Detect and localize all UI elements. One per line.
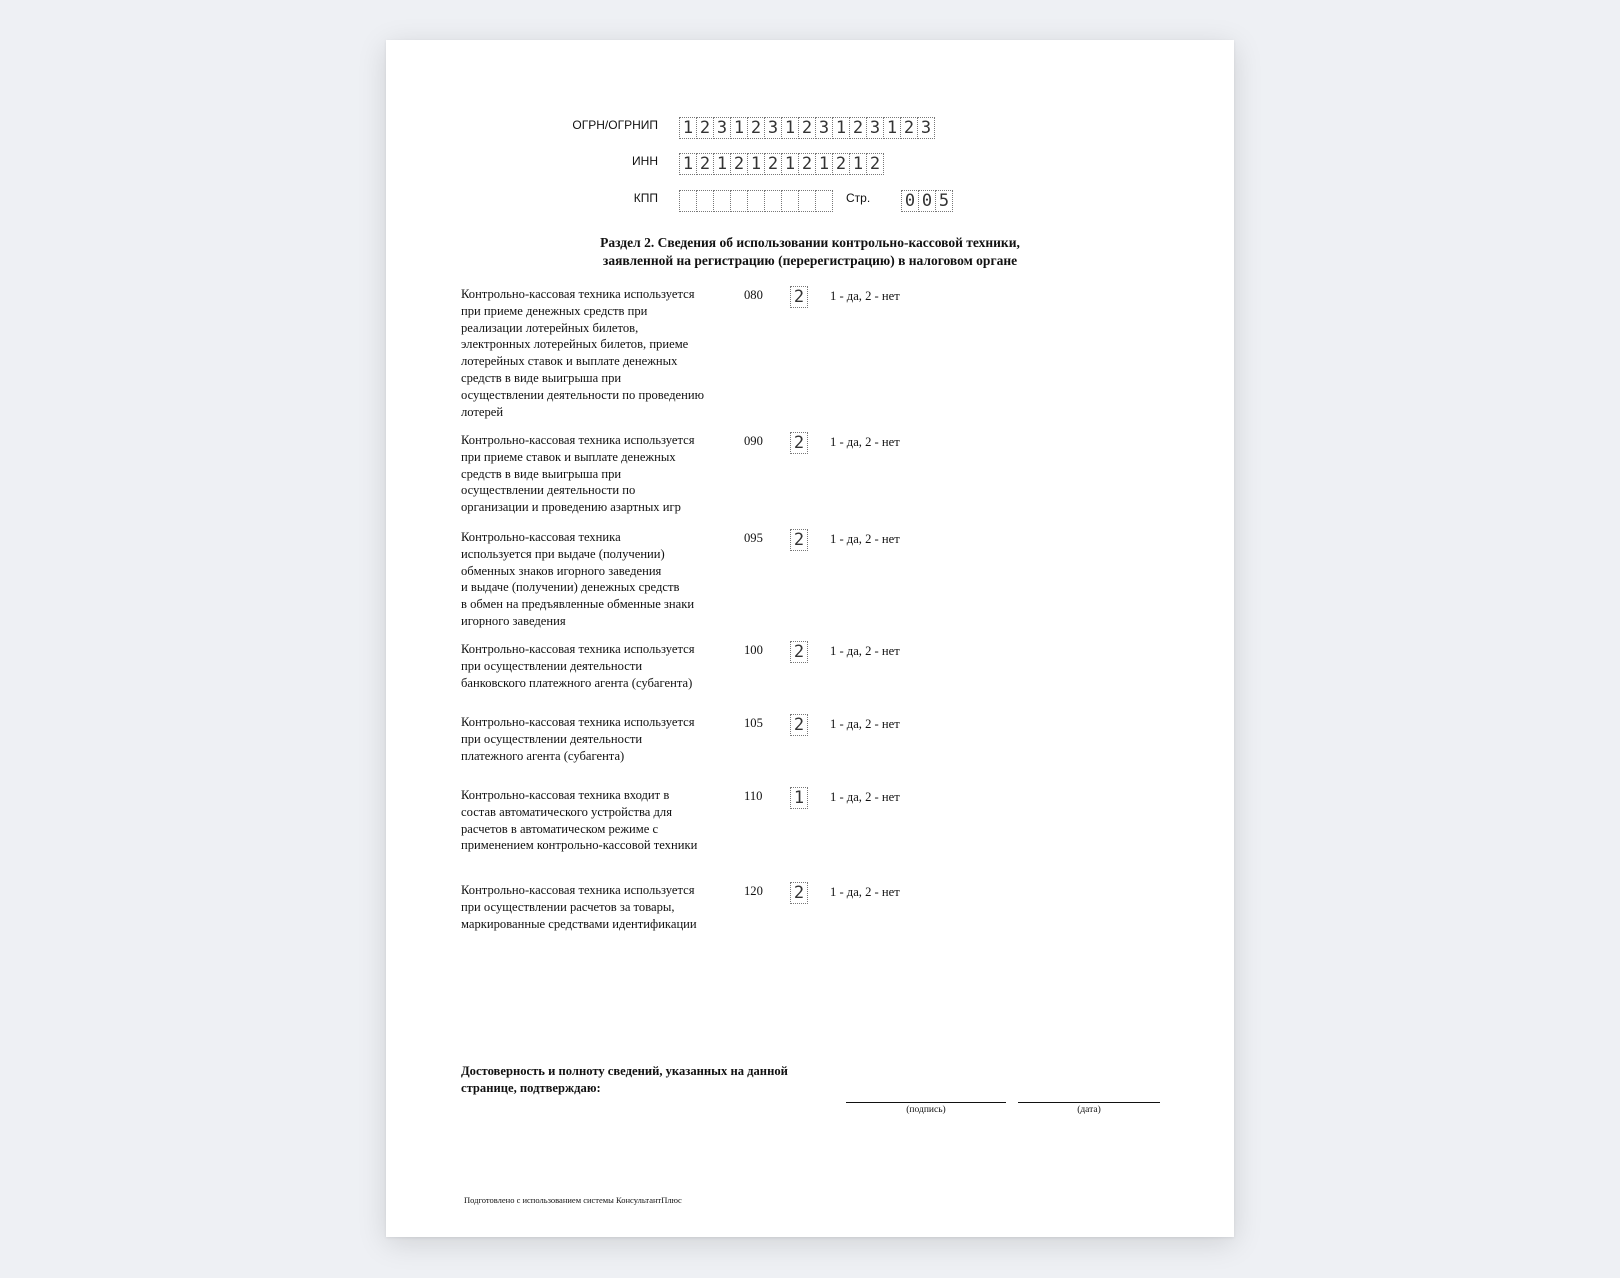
row-090-hint: 1 - да, 2 - нет (830, 435, 900, 449)
digit-cell[interactable]: 0 (901, 190, 919, 212)
digit-cell[interactable]: 2 (798, 117, 816, 139)
row-090-value[interactable] (790, 432, 807, 454)
digit-cell[interactable] (798, 190, 816, 212)
description-line: лотерей (461, 404, 504, 419)
row-095-value[interactable] (790, 529, 807, 551)
digit-cell[interactable]: 2 (790, 882, 808, 904)
digit-cell[interactable]: 2 (900, 117, 918, 139)
digit-cell[interactable]: 2 (730, 153, 748, 175)
document-page (386, 40, 1234, 1237)
row-120-description (461, 882, 721, 932)
digit-cell[interactable]: 2 (764, 153, 782, 175)
digit-cell[interactable]: 2 (849, 117, 867, 139)
digit-cell[interactable] (764, 190, 782, 212)
description-line: игорного заведения (461, 613, 566, 628)
description-line: Контрольно-кассовая техника используется (461, 642, 695, 656)
row-080-hint: 1 - да, 2 - нет (830, 289, 900, 303)
row-095-description (461, 529, 721, 630)
digit-cell[interactable]: 1 (790, 787, 808, 809)
description-line: при осуществлении деятельности (461, 731, 643, 746)
section-title-line2: заявленной на регистрацию (перерегистрацию) в налоговом органе (602, 253, 1018, 268)
inn-cells[interactable] (679, 153, 883, 175)
row-110-code: 110 (744, 789, 763, 803)
digit-cell[interactable]: 5 (935, 190, 953, 212)
row-095-code: 095 (744, 531, 763, 545)
row-120-code: 120 (744, 884, 763, 898)
row-080-value[interactable] (790, 286, 807, 308)
description-line: маркированные средствами идентификации (461, 916, 697, 931)
digit-cell[interactable]: 2 (696, 117, 714, 139)
description-line: Контрольно-кассовая техника используется (461, 883, 695, 897)
digit-cell[interactable]: 2 (798, 153, 816, 175)
digit-cell[interactable]: 1 (781, 153, 799, 175)
digit-cell[interactable] (696, 190, 714, 212)
description-line: в обмен на предъявленные обменные знаки (461, 597, 695, 612)
ogrn-cells[interactable] (679, 117, 934, 139)
description-line: при осуществлении расчетов за товары, (461, 899, 675, 914)
description-line: Контрольно-кассовая техника используется (461, 287, 695, 301)
kpp-label: КПП (633, 191, 658, 205)
date-line[interactable] (1018, 1102, 1160, 1103)
row-110-description (461, 787, 721, 854)
description-line: обменных знаков игорного заведения (461, 563, 662, 578)
page-number-cells[interactable] (901, 190, 952, 212)
digit-cell[interactable]: 1 (713, 153, 731, 175)
page-number-label: Стр. (846, 191, 871, 205)
digit-cell[interactable]: 2 (790, 641, 808, 663)
row-090-description (461, 432, 721, 516)
signature-line[interactable] (846, 1102, 1006, 1103)
row-100-code: 100 (744, 643, 763, 657)
digit-cell[interactable]: 2 (790, 286, 808, 308)
description-line: электронных лотерейных билетов, приеме (461, 337, 689, 352)
digit-cell[interactable]: 1 (849, 153, 867, 175)
row-090-code: 090 (744, 434, 763, 448)
description-line: Контрольно-кассовая техника входит в (461, 788, 670, 802)
digit-cell[interactable] (815, 190, 833, 212)
digit-cell[interactable]: 1 (679, 117, 697, 139)
row-105-code: 105 (744, 716, 763, 730)
description-line: при приеме денежных средств при (461, 303, 648, 318)
confirmation-line1: Достоверность и полноту сведений, указанных на данной (461, 1064, 788, 1078)
digit-cell[interactable] (781, 190, 799, 212)
digit-cell[interactable]: 3 (764, 117, 782, 139)
row-120-value[interactable] (790, 882, 807, 904)
description-line: осуществлении деятельности по (461, 483, 636, 498)
description-line: средств в виде выигрыша при (461, 466, 622, 481)
ogrn-label: ОГРН/ОГРНИП (572, 118, 658, 132)
digit-cell[interactable]: 2 (696, 153, 714, 175)
description-line: осуществлении деятельности по проведению (461, 387, 704, 402)
description-line: используется при выдаче (получении) (461, 546, 665, 561)
digit-cell[interactable] (679, 190, 697, 212)
description-line: применением контрольно-кассовой техники (461, 838, 698, 853)
digit-cell[interactable]: 2 (790, 714, 808, 736)
confirmation-line2: странице, подтверждаю: (461, 1080, 601, 1095)
inn-label: ИНН (632, 154, 658, 168)
digit-cell[interactable]: 1 (679, 153, 697, 175)
description-line: Контрольно-кассовая техника используется (461, 715, 695, 729)
digit-cell[interactable]: 0 (918, 190, 936, 212)
section-title-line1: Раздел 2. Сведения об использовании контрольно-кассовой техники, (600, 235, 1020, 250)
row-110-value[interactable] (790, 787, 807, 809)
digit-cell[interactable]: 3 (866, 117, 884, 139)
digit-cell[interactable]: 2 (832, 153, 850, 175)
row-110-hint: 1 - да, 2 - нет (830, 790, 900, 804)
description-line: Контрольно-кассовая техника используется (461, 433, 695, 447)
description-line: состав автоматического устройства для (461, 804, 673, 819)
digit-cell[interactable] (713, 190, 731, 212)
row-080-code: 080 (744, 288, 763, 302)
description-line: Контрольно-кассовая техника (461, 530, 621, 544)
description-line: организации и проведению азартных игр (461, 500, 681, 515)
digit-cell[interactable]: 2 (790, 529, 808, 551)
description-line: лотерейных ставок и выплате денежных (461, 354, 678, 369)
digit-cell[interactable] (730, 190, 748, 212)
digit-cell[interactable]: 2 (747, 117, 765, 139)
description-line: реализации лотерейных билетов, (461, 320, 639, 335)
digit-cell[interactable]: 1 (832, 117, 850, 139)
digit-cell[interactable]: 1 (730, 117, 748, 139)
row-100-hint: 1 - да, 2 - нет (830, 644, 900, 658)
description-line: средств в виде выигрыша при (461, 370, 622, 385)
description-line: расчетов в автоматическом режиме с (461, 821, 659, 836)
description-line: банковского платежного агента (субагента) (461, 675, 693, 690)
digit-cell[interactable]: 3 (713, 117, 731, 139)
row-105-description (461, 714, 721, 764)
signature-caption: (подпись) (906, 1105, 946, 1115)
digit-cell[interactable]: 3 (917, 117, 935, 139)
kpp-cells[interactable] (679, 190, 832, 212)
digit-cell[interactable]: 1 (781, 117, 799, 139)
footer-note: Подготовлено с использованием системы КонсультантПлюс (464, 1195, 682, 1205)
description-line: при приеме ставок и выплате денежных (461, 449, 676, 464)
digit-cell[interactable]: 2 (790, 432, 808, 454)
digit-cell[interactable]: 1 (883, 117, 901, 139)
digit-cell[interactable]: 2 (866, 153, 884, 175)
row-120-hint: 1 - да, 2 - нет (830, 885, 900, 899)
row-105-value[interactable] (790, 714, 807, 736)
row-100-value[interactable] (790, 641, 807, 663)
digit-cell[interactable]: 1 (815, 153, 833, 175)
description-line: платежного агента (субагента) (461, 748, 625, 763)
row-100-description (461, 641, 721, 691)
confirmation-statement (461, 1063, 821, 1097)
digit-cell[interactable]: 3 (815, 117, 833, 139)
description-line: и выдаче (получении) денежных средств (461, 580, 680, 595)
digit-cell[interactable]: 1 (747, 153, 765, 175)
row-080-description (461, 286, 721, 420)
date-caption: (дата) (1077, 1105, 1101, 1115)
digit-cell[interactable] (747, 190, 765, 212)
description-line: при осуществлении деятельности (461, 658, 643, 673)
row-095-hint: 1 - да, 2 - нет (830, 532, 900, 546)
row-105-hint: 1 - да, 2 - нет (830, 717, 900, 731)
